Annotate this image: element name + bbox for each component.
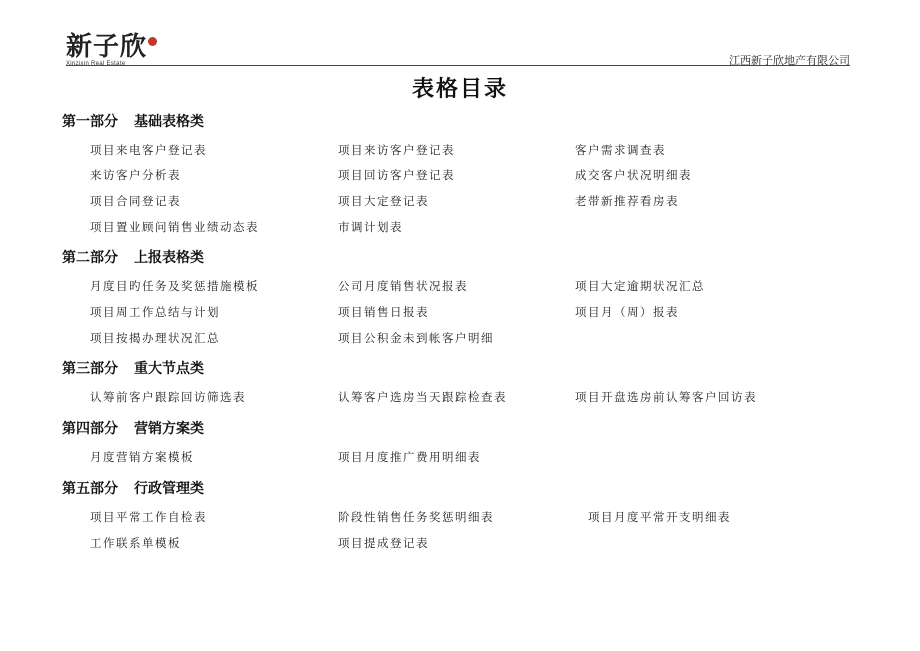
- logo-seal-icon: [148, 37, 157, 46]
- form-item: 项目周工作总结与计划: [90, 305, 220, 319]
- section-name: 营销方案类: [134, 421, 204, 437]
- form-item: 来访客户分析表: [90, 168, 181, 182]
- form-item: 认筹客户选房当天跟踪检查表: [338, 390, 507, 404]
- form-item: 项目来访客户登记表: [338, 143, 455, 157]
- form-item: 项目月度平常开支明细表: [588, 510, 731, 524]
- form-item: 月度营销方案模板: [90, 450, 194, 464]
- form-item: 市调计划表: [338, 220, 403, 234]
- form-item: 认筹前客户跟踪回访筛选表: [90, 390, 246, 404]
- logo: [66, 33, 157, 67]
- form-item: 项目大定登记表: [338, 194, 429, 208]
- section-name: 上报表格类: [134, 250, 204, 266]
- form-item: 项目开盘选房前认筹客户回访表: [575, 390, 757, 404]
- form-item: 项目平常工作自检表: [90, 510, 207, 524]
- form-item: 项目月度推广费用明细表: [338, 450, 481, 464]
- section-part: 第一部分: [62, 114, 118, 130]
- form-item: 老带新推荐看房表: [575, 194, 679, 208]
- form-item: 阶段性销售任务奖惩明细表: [338, 510, 494, 524]
- form-item: 客户需求调查表: [575, 143, 666, 157]
- section-part: 第四部分: [62, 421, 118, 437]
- section-name: 基础表格类: [134, 114, 204, 130]
- section-heading-1: [62, 111, 204, 131]
- section-part: 第三部分: [62, 361, 118, 377]
- form-item: 成交客户状况明细表: [575, 168, 692, 182]
- form-item: 项目回访客户登记表: [338, 168, 455, 182]
- logo-text: 新子欣: [66, 32, 148, 62]
- form-item: 项目大定逾期状况汇总: [575, 279, 705, 293]
- section-part: 第二部分: [62, 250, 118, 266]
- page-title: 表格目录: [411, 77, 508, 102]
- section-name: 行政管理类: [134, 481, 204, 497]
- form-item: 项目合同登记表: [90, 194, 181, 208]
- form-item: 项目按揭办理状况汇总: [90, 331, 220, 345]
- form-item: 项目提成登记表: [338, 536, 429, 550]
- section-heading-2: [62, 247, 204, 267]
- section-heading-4: [62, 418, 204, 438]
- header-divider: [66, 65, 850, 66]
- form-item: 项目月（周）报表: [575, 305, 679, 319]
- form-item: 项目来电客户登记表: [90, 143, 207, 157]
- company-name: 江西新子欣地产有限公司: [729, 54, 850, 67]
- section-part: 第五部分: [62, 481, 118, 497]
- form-item: 公司月度销售状况报表: [338, 279, 468, 293]
- form-item: 项目销售日报表: [338, 305, 429, 319]
- section-heading-3: [62, 358, 204, 378]
- logo-subtitle: Xinzixin Real Estate: [66, 61, 126, 67]
- form-item: 项目置业顾问销售业绩动态表: [90, 220, 259, 234]
- section-name: 重大节点类: [134, 361, 204, 377]
- section-heading-5: [62, 478, 204, 498]
- form-item: 项目公积金未到帐客户明细: [338, 331, 494, 345]
- form-item: 工作联系单模板: [90, 536, 181, 550]
- form-item: 月度目旳任务及奖惩措施模板: [90, 279, 259, 293]
